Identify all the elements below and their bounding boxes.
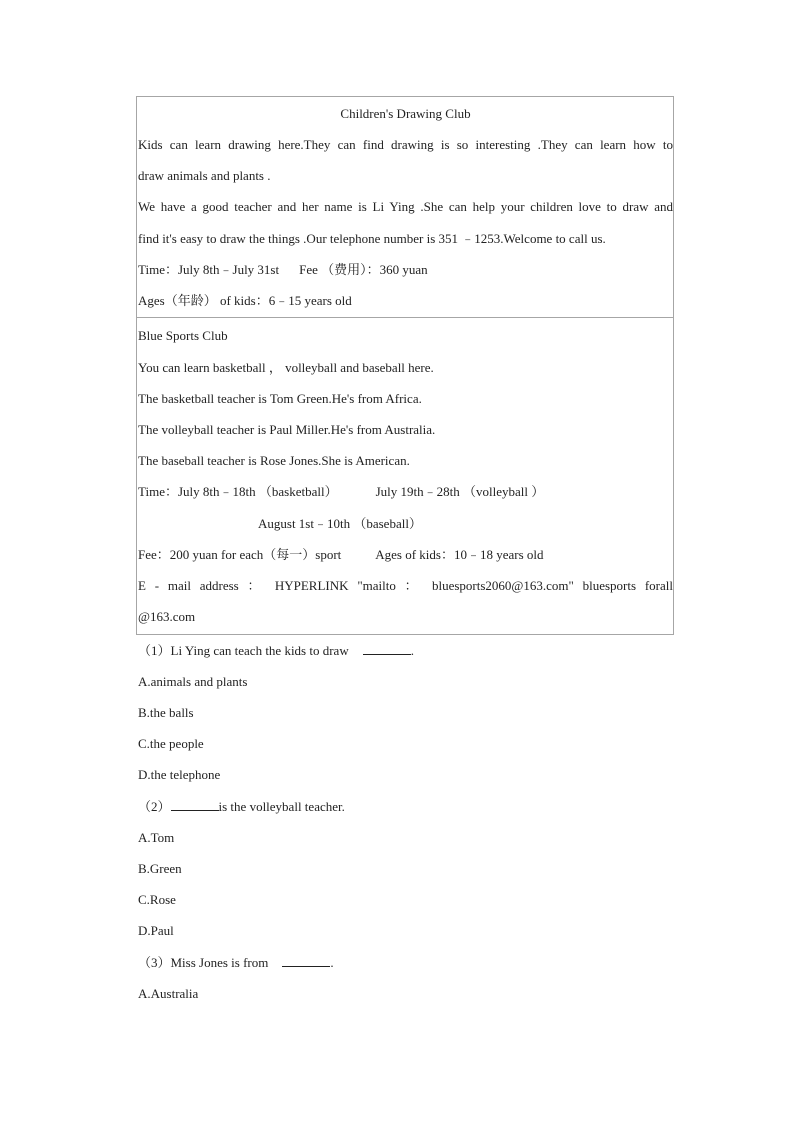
question-2-stem: （2） [138,799,171,814]
answer-blank[interactable] [282,955,330,967]
question-2-option-b[interactable]: B.Green [138,861,182,876]
sports-time-volleyball: July 19th﹣28th （volleyball ） [375,484,545,499]
question-1 [138,643,673,659]
drawing-club-line-3: We have a good teacher and her name is Li Ying .She can help your children love to draw and [138,199,673,214]
question-3-option-a[interactable]: A.Australia [138,986,199,1001]
question-1-option-c[interactable]: C.the people [138,736,204,751]
sports-club-line-4: The baseball teacher is Rose Jones.She is American. [138,453,410,468]
drawing-club-ages: Ages（年龄） of kids：6﹣15 years old [138,293,352,308]
sports-club-email-line-1: E - mail address ： HYPERLINK "mailto ： bluesports2060@163.com" bluesports forall [138,578,673,593]
question-2-end: is the volleyball teacher. [218,799,345,814]
question-1-option-b[interactable]: B.the balls [138,705,194,720]
answer-blank[interactable] [171,799,219,811]
sports-club-fee: Fee：200 yuan for each（每一）sport [138,547,342,562]
sports-club-ages: Ages of kids：10﹣18 years old [375,547,544,562]
sports-club-line-3: The volleyball teacher is Paul Miller.He's from Australia. [138,422,436,437]
question-2 [138,799,673,815]
question-1-option-d[interactable]: D.the telephone [138,767,221,782]
question-3-end: . [330,955,334,970]
drawing-club-line-2: draw animals and plants . [138,168,271,183]
question-1-stem: （1）Li Ying can teach the kids to draw [138,643,349,658]
question-1-end: . [410,643,414,658]
sports-club-line-2: The basketball teacher is Tom Green.He's from Africa. [138,391,422,406]
sports-club-title: Blue Sports Club [138,328,228,343]
drawing-club-line-4: find it's easy to draw the things .Our telephone number is 351 ﹣1253.Welcome to call us. [138,231,606,246]
drawing-club-time-fee [138,262,673,278]
sports-club-line-1: You can learn basketball ， volleyball and baseball here. [138,360,434,375]
question-2-option-c[interactable]: C.Rose [138,892,176,907]
question-1-option-a[interactable]: A.animals and plants [138,674,248,689]
drawing-club-title: Children's Drawing Club [340,106,471,121]
answer-blank[interactable] [363,643,411,655]
drawing-club-fee: Fee （费用）：360 yuan [299,262,428,277]
question-2-option-d[interactable]: D.Paul [138,923,174,938]
question-3 [138,955,673,971]
sports-time-baseball: August 1st﹣10th （baseball） [258,516,422,531]
sports-club-fee-ages [138,547,673,563]
sports-time-basketball: Time：July 8th﹣18th （basketball） [138,484,338,499]
question-2-option-a[interactable]: A.Tom [138,830,175,845]
sports-club-email-line-2: @163.com [138,609,196,624]
drawing-club-line-1: Kids can learn drawing here.They can find drawing is so interesting .They can learn how to [138,137,673,152]
question-3-stem: （3）Miss Jones is from [138,955,269,970]
drawing-club-time: Time：July 8th﹣July 31st [138,262,280,277]
sports-club-time [138,484,673,500]
